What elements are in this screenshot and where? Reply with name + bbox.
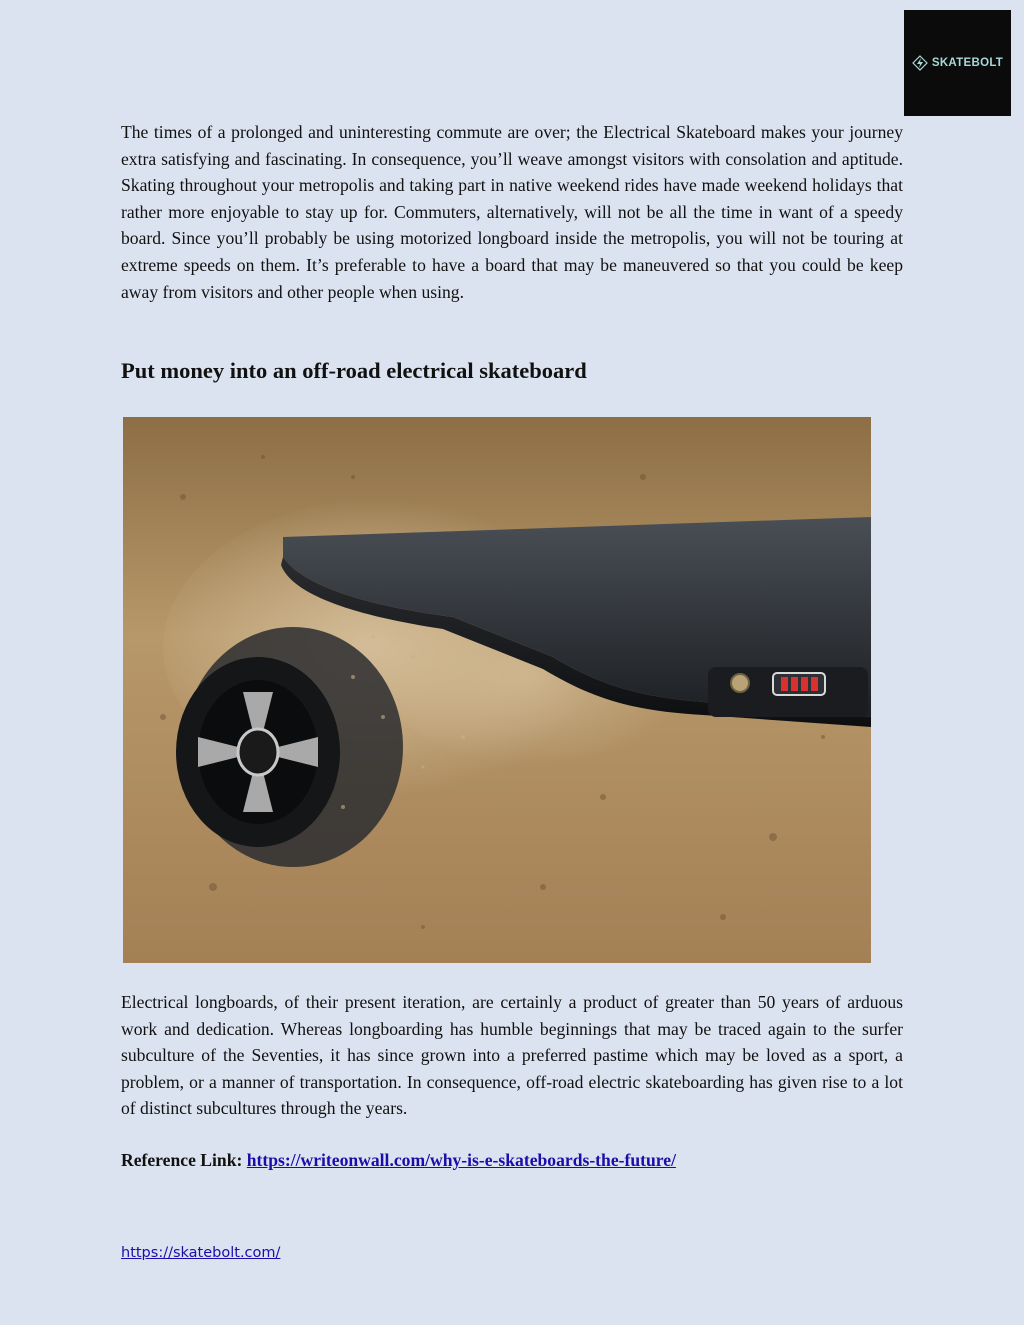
brand-logo (904, 10, 1011, 116)
intro-paragraph: The times of a prolonged and uninteresting commute are over; the Electrical Skateboard makes your journey extra satisfying and fascinating. In consequence, you’ll weave amongst visitors with consolation and aptitude. Skating throughout your metropolis and taking part in native weekend rides have made weekend holidays that rather more enjoyable to stay up for. Commuters, alternatively, will not be all the time in want of a speedy board. Since you’ll probably be using motorized longboard inside the metropolis, you will not be touring at extreme speeds on them. It’s preferable to have a board that may be maneuvered so that you could be keep away from visitors and other people when using. (121, 122, 903, 302)
brand-logo-text: SKATEBOLT (931, 57, 1004, 69)
reference-line (121, 1150, 676, 1171)
reference-link[interactable]: https://writeonwall.com/why-is-e-skateboards-the-future/ (246, 1150, 676, 1170)
offroad-skateboard-photo (123, 417, 871, 963)
reference-label: Reference Link: (121, 1150, 243, 1170)
footer-website-link[interactable]: https://skatebolt.com/ (121, 1245, 281, 1261)
section-heading: Put money into an off-road electrical skateboard (121, 358, 587, 383)
lightning-bolt-icon (912, 55, 928, 71)
history-paragraph: Electrical longboards, of their present iteration, are certainly a product of greater than 50 years of arduous work and dedication. Whereas longboarding has humble beginnings that may be traced again to the surfer subculture of the Seventies, it has since grown into a preferred pastime which may be loved as a sport, a problem, or a manner of transportation. In consequence, off-road electric skateboarding has given rise to a lot of distinct subcultures through the years. (121, 992, 903, 1119)
